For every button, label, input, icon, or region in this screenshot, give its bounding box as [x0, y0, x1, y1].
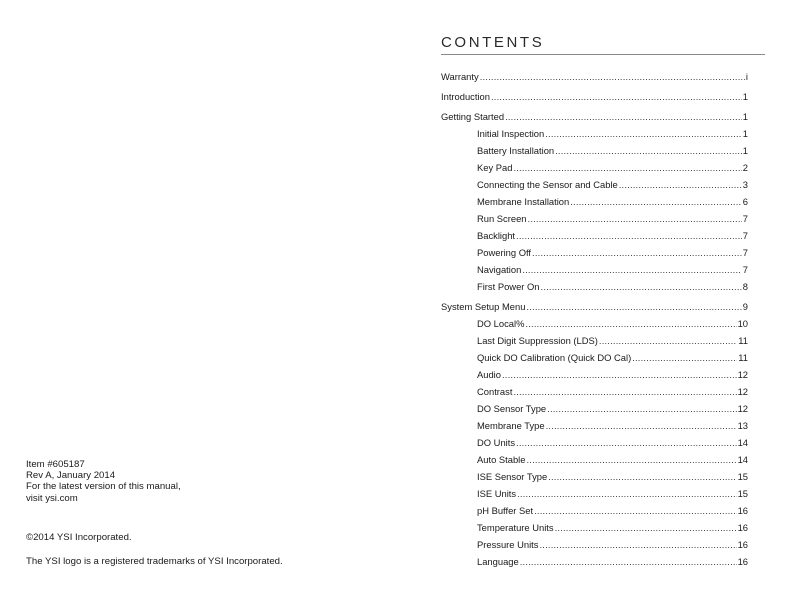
toc-leader-dots — [555, 144, 742, 158]
toc-leader-dots — [532, 246, 742, 260]
toc-leader-dots — [555, 521, 737, 535]
toc-entry[interactable] — [477, 246, 748, 260]
toc-entry-label: DO Local% — [477, 318, 525, 329]
toc-entry-page: 1 — [742, 91, 748, 102]
toc-entry-label: Temperature Units — [477, 522, 554, 533]
toc-entry-label: ISE Sensor Type — [477, 471, 548, 482]
toc-leader-dots — [528, 212, 742, 226]
toc-entry-label: pH Buffer Set — [477, 505, 534, 516]
trademark-notice: The YSI logo is a registered trademarks of YSI Incorporated. — [26, 556, 283, 567]
toc-entry[interactable] — [477, 470, 748, 484]
toc-entry-page: 12 — [737, 403, 748, 414]
toc-entry-page: 16 — [737, 522, 748, 533]
toc-entry-page: 7 — [742, 247, 748, 258]
toc-entry-page: 2 — [742, 162, 748, 173]
toc-entry-label: Auto Stable — [477, 454, 526, 465]
copyright-notice: ©2014 YSI Incorporated. — [26, 532, 132, 543]
toc-entry-label: Pressure Units — [477, 539, 539, 550]
toc-entry-page: 3 — [742, 179, 748, 190]
toc-entry[interactable] — [477, 263, 748, 277]
toc-entry-label: DO Units — [477, 437, 516, 448]
toc-leader-dots — [545, 127, 742, 141]
toc-leader-dots — [513, 161, 741, 175]
toc-entry-label: Navigation — [477, 264, 522, 275]
toc-entry[interactable] — [477, 280, 748, 294]
toc-entry[interactable] — [477, 436, 748, 450]
toc-entry-label: Language — [477, 556, 519, 567]
toc-entry-label: Connecting the Sensor and Cable — [477, 179, 618, 190]
toc-entry-page: 9 — [742, 301, 748, 312]
contents-title: CONTENTS — [441, 34, 545, 51]
toc-entry[interactable] — [477, 555, 748, 569]
toc-leader-dots — [513, 385, 736, 399]
toc-entry-page: 7 — [742, 230, 748, 241]
toc-leader-dots — [619, 178, 742, 192]
toc-entry[interactable] — [441, 90, 748, 104]
toc-leader-dots — [480, 70, 745, 84]
toc-entry-page: 8 — [742, 281, 748, 292]
toc-entry[interactable] — [477, 351, 748, 365]
toc-entry-page: 1 — [742, 145, 748, 156]
toc-entry[interactable] — [477, 521, 748, 535]
toc-entry-label: Introduction — [441, 91, 490, 102]
toc-entry-page: 1 — [742, 111, 748, 122]
toc-entry[interactable] — [477, 144, 748, 158]
toc-leader-dots — [632, 351, 737, 365]
toc-entry-label: Getting Started — [441, 111, 505, 122]
toc-leader-dots — [570, 195, 742, 209]
toc-entry[interactable] — [477, 334, 748, 348]
toc-entry-label: Membrane Type — [477, 420, 545, 431]
toc-entry[interactable] — [477, 212, 748, 226]
toc-entry[interactable] — [477, 419, 748, 433]
toc-entry[interactable] — [477, 195, 748, 209]
toc-leader-dots — [516, 436, 737, 450]
toc-entry-label: Initial Inspection — [477, 128, 545, 139]
title-divider — [441, 54, 765, 55]
toc-entry[interactable] — [477, 402, 748, 416]
toc-entry[interactable] — [477, 317, 748, 331]
toc-entry-page: 12 — [737, 369, 748, 380]
toc-leader-dots — [520, 555, 737, 569]
toc-entry-page: 10 — [737, 318, 748, 329]
toc-entry[interactable] — [441, 300, 748, 314]
toc-entry-page: 11 — [738, 352, 748, 363]
toc-leader-dots — [541, 280, 742, 294]
toc-leader-dots — [546, 419, 737, 433]
toc-entry-label: Membrane Installation — [477, 196, 570, 207]
toc-entry-page: 16 — [737, 539, 748, 550]
toc-entry[interactable] — [441, 110, 748, 124]
toc-entry-label: Warranty — [441, 71, 479, 82]
latest-version-note: For the latest version of this manual, — [26, 481, 181, 493]
toc-entry-page: 16 — [737, 505, 748, 516]
toc-entry-label: System Setup Menu — [441, 301, 526, 312]
toc-entry[interactable] — [477, 368, 748, 382]
toc-entry-page: 12 — [737, 386, 748, 397]
toc-entry-label: Run Screen — [477, 213, 527, 224]
toc-leader-dots — [516, 229, 742, 243]
toc-leader-dots — [547, 402, 736, 416]
toc-entry[interactable] — [477, 538, 748, 552]
toc-entry[interactable] — [477, 487, 748, 501]
toc-entry[interactable] — [441, 70, 748, 84]
visit-link: visit ysi.com — [26, 492, 78, 504]
toc-leader-dots — [517, 487, 736, 501]
toc-entry[interactable] — [477, 229, 748, 243]
toc-leader-dots — [526, 300, 741, 314]
manual-info-block — [26, 459, 356, 504]
toc-entry-label: Backlight — [477, 230, 516, 241]
toc-leader-dots — [502, 368, 737, 382]
revision: Rev A, January 2014 — [26, 470, 116, 482]
toc-entry-label: ISE Units — [477, 488, 517, 499]
toc-leader-dots — [534, 504, 736, 518]
toc-entry-page: 15 — [737, 488, 748, 499]
toc-entry-page: 13 — [737, 420, 748, 431]
toc-entry[interactable] — [477, 161, 748, 175]
toc-entry-page: 11 — [738, 335, 748, 346]
toc-entry-page: 14 — [737, 454, 748, 465]
toc-entry-page: 6 — [742, 196, 748, 207]
toc-leader-dots — [526, 453, 736, 467]
toc-entry[interactable] — [477, 127, 748, 141]
toc-entry[interactable] — [477, 385, 748, 399]
toc-entry[interactable] — [477, 504, 748, 518]
toc-leader-dots — [599, 334, 737, 348]
toc-entry-label: DO Sensor Type — [477, 403, 547, 414]
toc-leader-dots — [548, 470, 736, 484]
toc-leader-dots — [491, 90, 742, 104]
toc-entry-label: Key Pad — [477, 162, 513, 173]
toc-entry-label: First Power On — [477, 281, 540, 292]
toc-leader-dots — [525, 317, 736, 331]
item-number: Item #605187 — [26, 459, 85, 470]
toc-entry-page: 14 — [737, 437, 748, 448]
toc-entry[interactable] — [477, 453, 748, 467]
toc-entry-label: Quick DO Calibration (Quick DO Cal) — [477, 352, 632, 363]
toc-leader-dots — [522, 263, 741, 277]
toc-entry-label: Powering Off — [477, 247, 532, 258]
toc-entry-page: 16 — [737, 556, 748, 567]
toc-entry-label: Audio — [477, 369, 501, 380]
toc-entry-label: Battery Installation — [477, 145, 555, 156]
toc-entry-page: i — [745, 71, 748, 82]
toc-leader-dots — [539, 538, 736, 552]
toc-entry-page: 1 — [742, 128, 748, 139]
toc-entry-page: 7 — [742, 264, 748, 275]
toc-entry-label: Contrast — [477, 386, 513, 397]
toc-entry-page: 7 — [742, 213, 748, 224]
toc-entry-page: 15 — [737, 471, 748, 482]
toc-leader-dots — [505, 110, 742, 124]
toc-entry[interactable] — [477, 178, 748, 192]
toc-entry-label: Last Digit Suppression (LDS) — [477, 335, 598, 346]
